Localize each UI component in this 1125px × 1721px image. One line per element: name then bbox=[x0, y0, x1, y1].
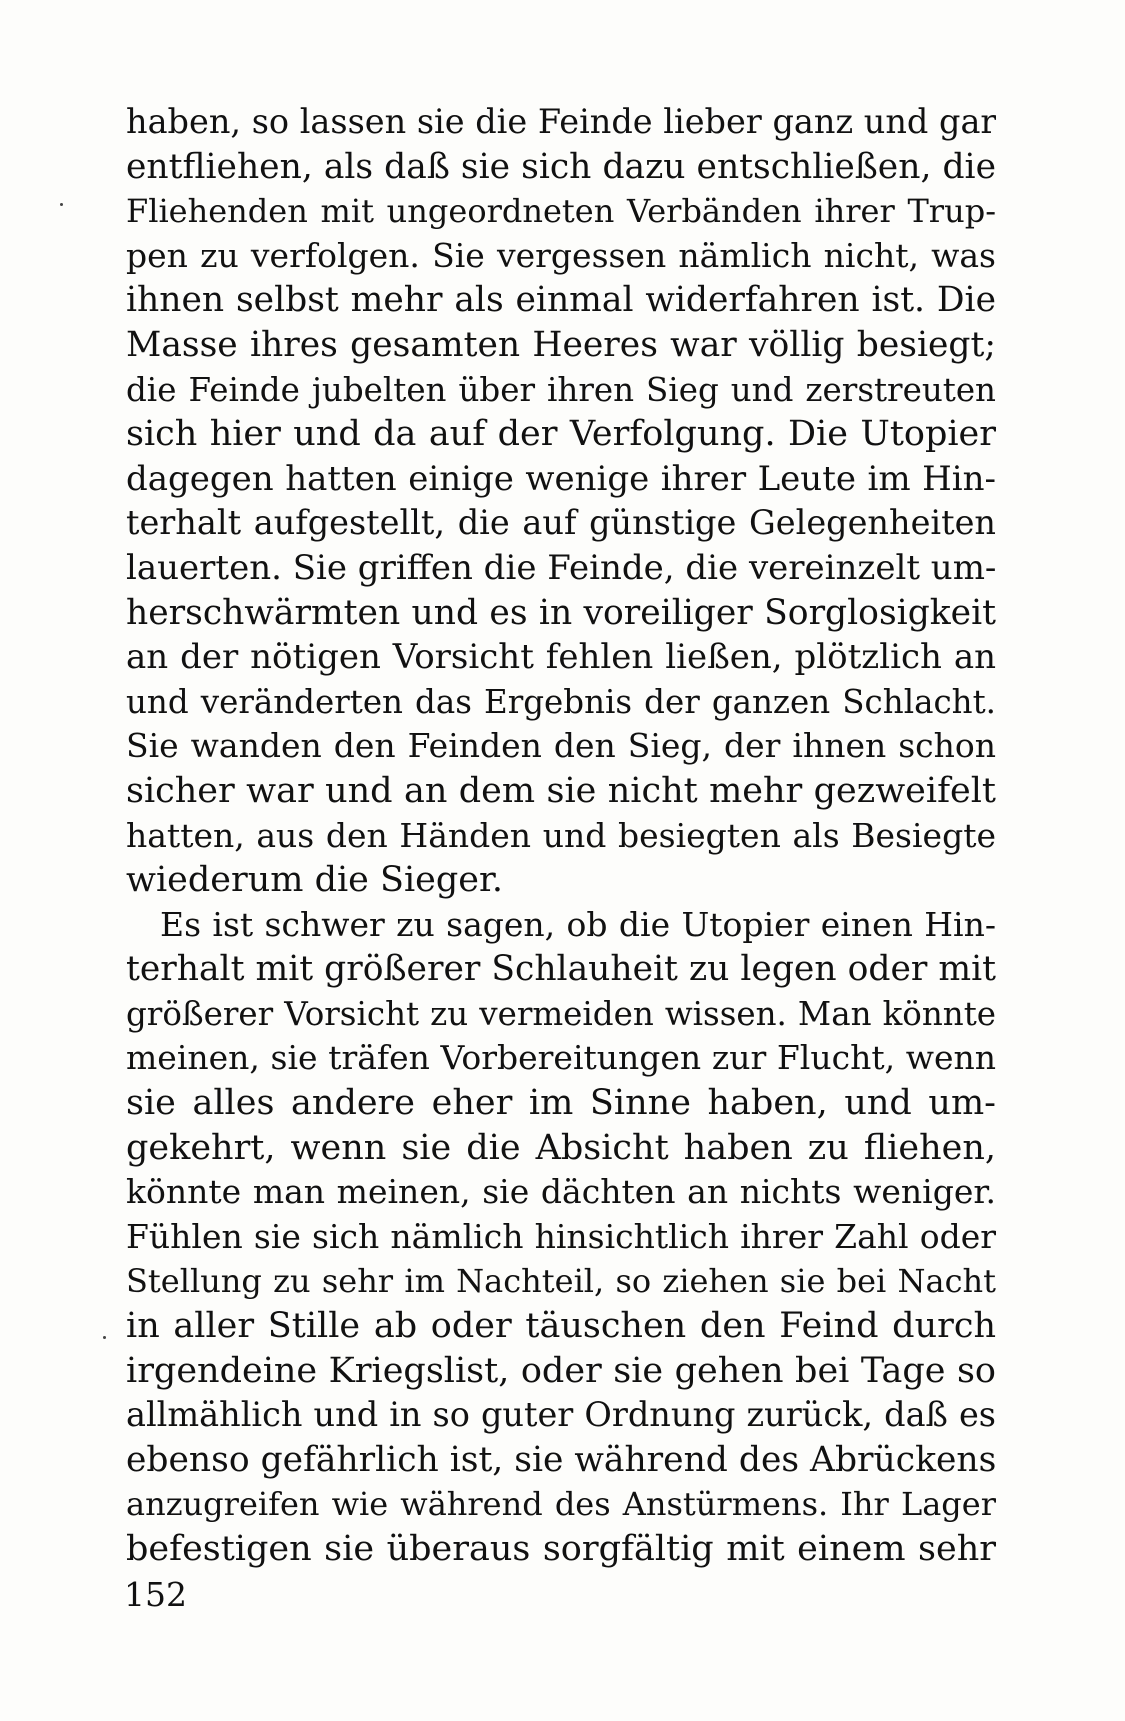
text-line: hatten, aus den Händen und besiegten als Besiegte bbox=[126, 815, 996, 855]
text-line: wiederum die Sieger. bbox=[126, 860, 504, 901]
text-line: meinen, sie träfen Vorbereitungen zur Flucht, wenn bbox=[126, 1038, 996, 1078]
text-line: Sie wanden den Feinden den Sieg, der ihnen schon bbox=[126, 726, 996, 766]
text-line: könnte man meinen, sie dächten an nichts weniger. bbox=[126, 1172, 996, 1212]
text-line: ebenso gefährlich ist, sie während des Abrückens bbox=[126, 1439, 996, 1480]
page-number: 152 bbox=[124, 1575, 187, 1614]
text-line: die Feinde jubelten über ihren Sieg und zerstreuten bbox=[126, 370, 996, 409]
print-speck bbox=[103, 1336, 106, 1339]
paragraph-1 bbox=[126, 100, 996, 903]
text-line: Fliehenden mit ungeordneten Verbänden ihrer Trup- bbox=[126, 192, 996, 231]
text-line: sich hier und da auf der Verfolgung. Die Utopier bbox=[126, 414, 996, 455]
text-line: in aller Stille ab oder täuschen den Feind durch bbox=[126, 1306, 996, 1347]
text-line: herschwärmten und es in voreiliger Sorglosigkeit bbox=[126, 592, 996, 633]
text-line: pen zu verfolgen. Sie vergessen nämlich nicht, was bbox=[126, 235, 996, 275]
text-line: terhalt mit größerer Schlauheit zu legen oder mit bbox=[126, 949, 996, 990]
text-line: Es ist schwer zu sagen, ob die Utopier einen Hin- bbox=[160, 904, 996, 944]
text-line: und veränderten das Ergebnis der ganzen Schlacht. bbox=[126, 682, 996, 721]
text-line: terhalt aufgestellt, die auf günstige Gelegenheiten bbox=[126, 503, 996, 543]
body-text bbox=[126, 100, 996, 1572]
text-line: Fühlen sie sich nämlich hinsichtlich ihrer Zahl oder bbox=[126, 1216, 996, 1256]
text-line: lauerten. Sie griffen die Feinde, die vereinzelt um- bbox=[126, 547, 996, 588]
text-line: dagegen hatten einige wenige ihrer Leute im Hin- bbox=[126, 458, 996, 499]
paragraph-2 bbox=[126, 903, 996, 1572]
text-line: allmählich und in so guter Ordnung zurück, daß es bbox=[126, 1395, 996, 1435]
text-line: sicher war und an dem sie nicht mehr gezweifelt bbox=[126, 770, 996, 811]
text-line: ihnen selbst mehr als einmal widerfahren ist. Die bbox=[126, 280, 996, 321]
text-line: größerer Vorsicht zu vermeiden wissen. Man könnte bbox=[126, 994, 996, 1033]
text-line: anzugreifen wie während des Anstürmens. Ihr Lager bbox=[126, 1485, 996, 1524]
text-line: entfliehen, als daß sie sich dazu entschließen, die bbox=[126, 146, 996, 187]
text-line: an der nötigen Vorsicht fehlen ließen, plötzlich an bbox=[126, 637, 996, 678]
text-line: Masse ihres gesamten Heeres war völlig besiegt; bbox=[126, 324, 996, 365]
text-line: irgendeine Kriegslist, oder sie gehen bei Tage so bbox=[126, 1350, 996, 1391]
print-speck bbox=[60, 203, 63, 206]
text-line: Stellung zu sehr im Nachteil, so ziehen sie bei Nacht bbox=[126, 1262, 996, 1301]
text-line: befestigen sie überaus sorgfältig mit einem sehr bbox=[126, 1529, 996, 1569]
text-line: haben, so lassen sie die Feinde lieber ganz und gar bbox=[126, 102, 996, 141]
text-line: sie alles andere eher im Sinne haben, und um- bbox=[126, 1083, 996, 1124]
text-line: gekehrt, wenn sie die Absicht haben zu fliehen, bbox=[126, 1127, 996, 1168]
